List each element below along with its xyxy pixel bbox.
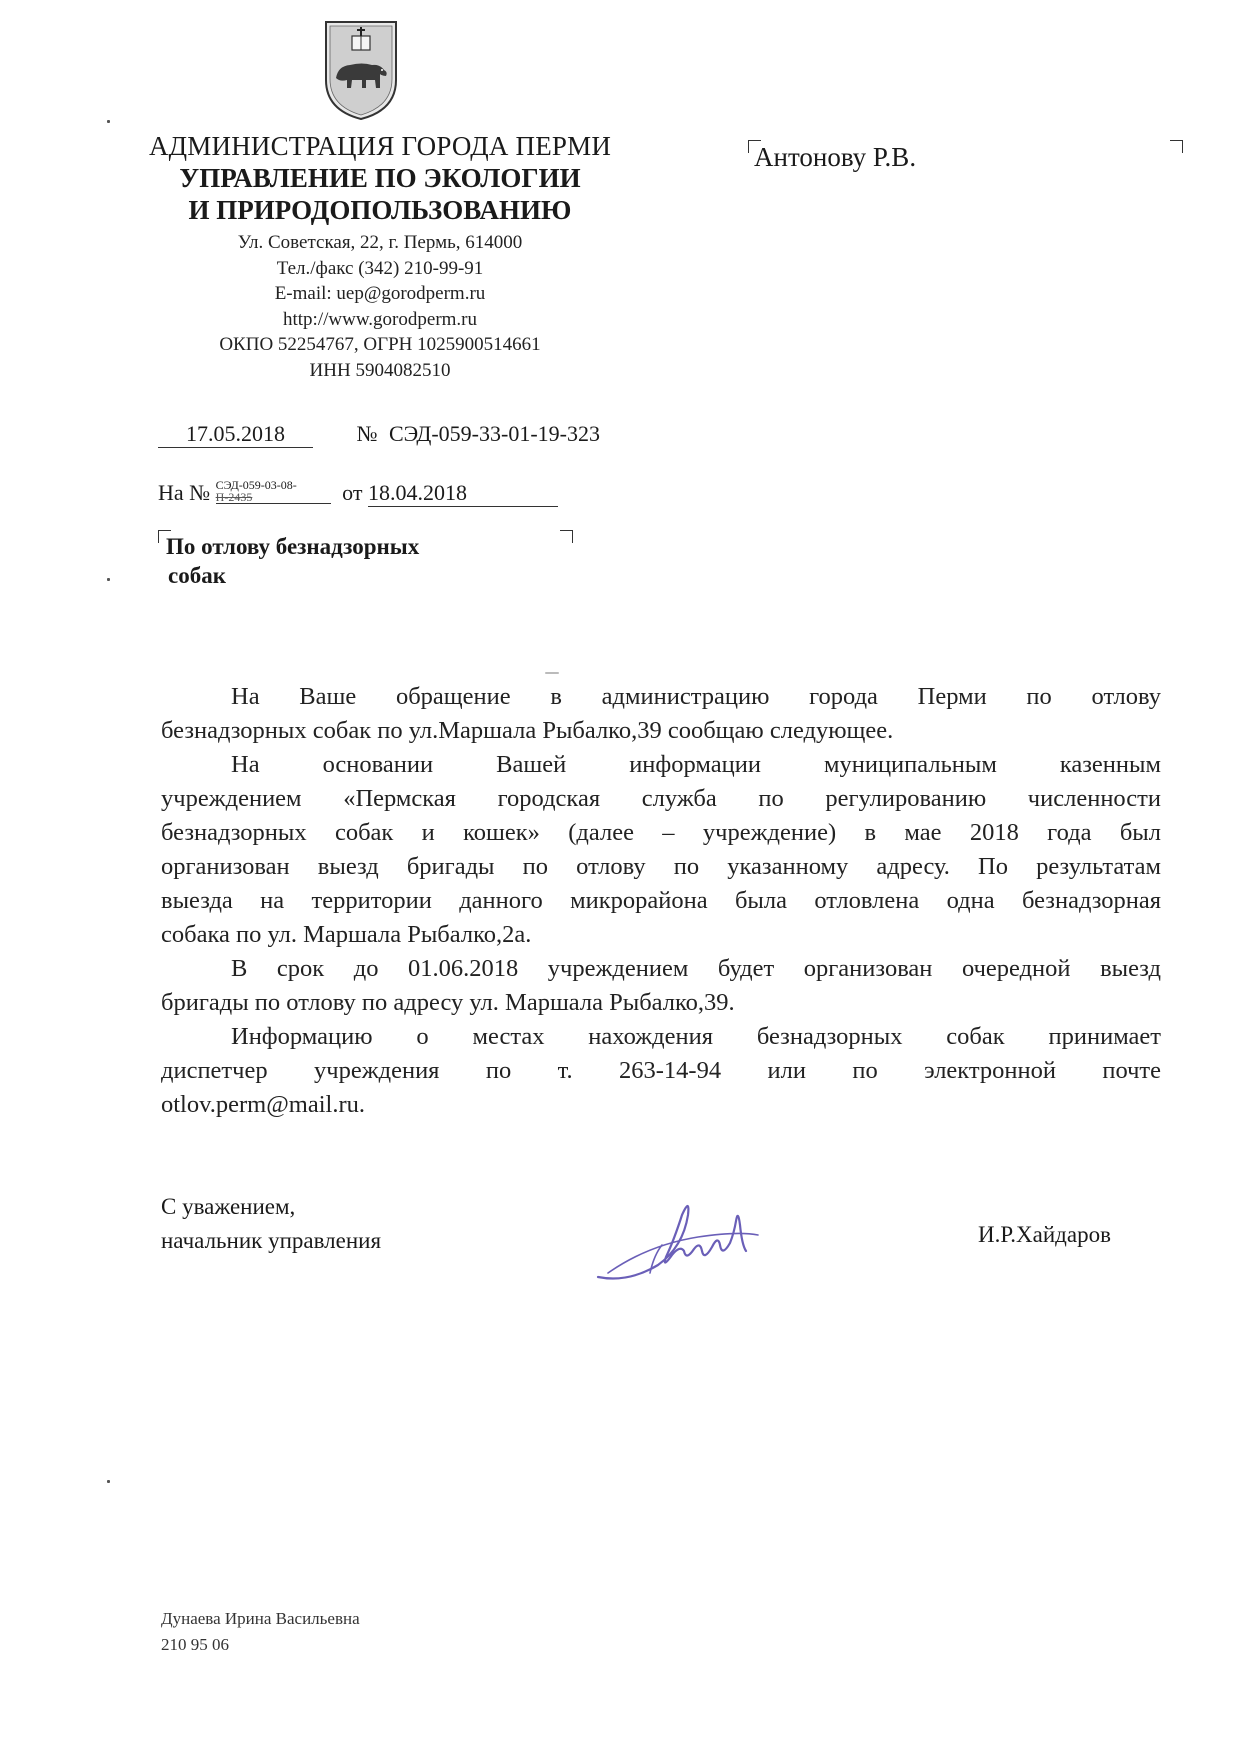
closing-greeting: С уважением, [161, 1194, 296, 1219]
outgoing-date: 17.05.2018 [158, 421, 313, 448]
inn: ИНН 5904082510 [309, 359, 451, 381]
reply-number-line2: П-2435 [215, 490, 253, 504]
executor-name: Дунаева Ирина Васильевна [161, 1609, 360, 1628]
executor [161, 1606, 360, 1658]
paragraph-3-line: бригады по отлову по адресу ул. Маршала Рыбалко,39. [161, 989, 735, 1016]
organization-name: АДМИНИСТРАЦИЯ ГОРОДА ПЕРМИ [148, 131, 612, 161]
letterhead-contacts [100, 230, 660, 383]
paragraph-4-line: Информацию о местах нахождения безнадзорных собак принимает [231, 1023, 1161, 1050]
letterhead [100, 130, 660, 383]
department-name-line2: И ПРИРОДОПОЛЬЗОВАНИЮ [188, 195, 572, 225]
reply-number-line1: СЭД-059-03-08- [215, 478, 297, 492]
paragraph-2-line: организован выезд бригады по отлову по указанному адресу. По результатам [161, 853, 1161, 880]
paragraph-2-line: учреждением «Пермская городская служба по регулированию численности [161, 785, 1161, 812]
perm-coat-of-arms-icon [322, 18, 400, 122]
number-label: № [356, 421, 378, 446]
subject-line1: По отлову безнадзорных [166, 534, 420, 559]
from-label: от [342, 480, 363, 505]
address: Ул. Советская, 22, г. Пермь, 614000 [237, 232, 523, 253]
signer-position: начальник управления [161, 1228, 382, 1253]
paragraph-2-line: выезда на территории данного микрорайона была отловлена одна безнадзорная [161, 887, 1161, 914]
outgoing-registration [158, 421, 600, 448]
paragraph-3-line: В срок до 01.06.2018 учреждением будет организован очередной выезд [231, 955, 1161, 982]
website: http://www.gorodperm.ru [282, 308, 478, 330]
paragraph-2-line: собака по ул. Маршала Рыбалко,2а. [161, 921, 532, 948]
addressee: Антонову Р.В. [754, 142, 917, 172]
scan-speck [107, 120, 110, 123]
handwritten-signature [588, 1185, 768, 1295]
email: E-mail: uep@gorodperm.ru [274, 283, 486, 304]
paragraph-4-line: диспетчер учреждения по т. 263-14-94 или по электронной почте [161, 1057, 1161, 1084]
reply-date: 18.04.2018 [368, 480, 558, 507]
reply-label: На № [158, 480, 211, 505]
paragraph-4-line: otlov.perm@mail.ru. [161, 1091, 366, 1118]
executor-phone: 210 95 06 [161, 1635, 229, 1654]
outgoing-number: СЭД-059-33-01-19-323 [389, 421, 600, 446]
closing [161, 1190, 381, 1258]
letter-body [161, 680, 1161, 1122]
subject-corner-mark [560, 530, 573, 543]
paragraph-2-line: На основании Вашей информации муниципальным казенным [231, 751, 1161, 778]
subject-line2: собак [168, 563, 226, 588]
reply-number [216, 479, 331, 504]
paragraph-1-line: На Ваше обращение в администрацию города Перми по отлову [231, 683, 1161, 710]
department-name-line1: УПРАВЛЕНИЕ ПО ЭКОЛОГИИ [179, 163, 581, 193]
subject [166, 532, 419, 590]
scan-speck [107, 578, 110, 581]
okpo-ogrn: ОКПО 52254767, ОГРН 1025900514661 [219, 334, 541, 355]
phone-fax: Тел./факс (342) 210-99-91 [276, 257, 484, 279]
addressee-corner-mark [1170, 140, 1183, 153]
scan-speck [107, 1480, 110, 1483]
incoming-reference [158, 480, 558, 507]
paragraph-1-line: безнадзорных собак по ул.Маршала Рыбалко,39 сообщаю следующее. [161, 717, 894, 744]
signer-name: И.Р.Хайдаров [978, 1222, 1111, 1247]
scan-speck [545, 672, 559, 674]
paragraph-2-line: безнадзорных собак и кошек» (далее – учреждение) в мае 2018 года был [161, 819, 1161, 846]
